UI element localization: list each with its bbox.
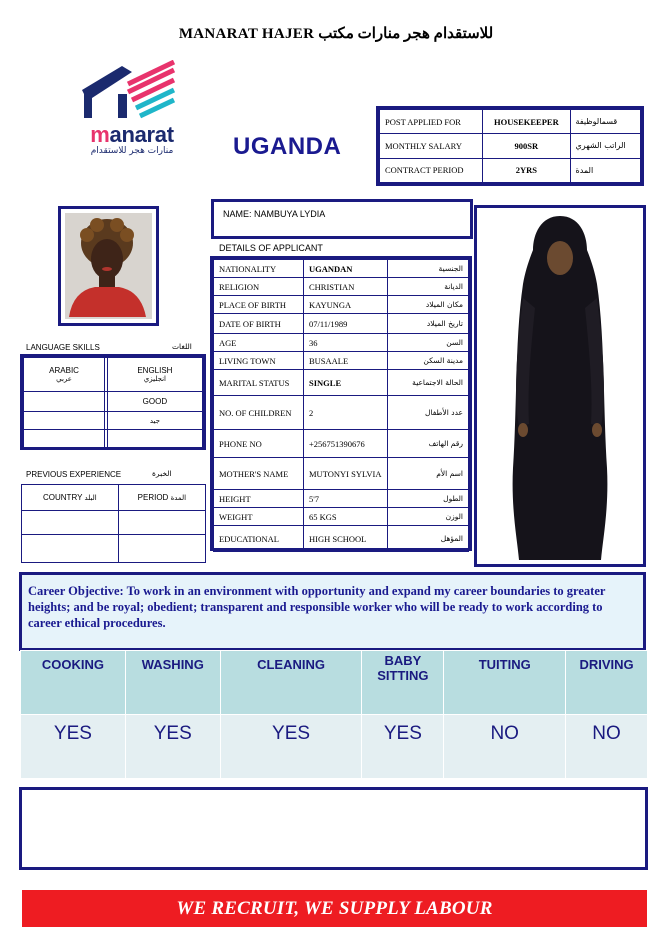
detail-value: 07/11/1989 bbox=[304, 314, 388, 334]
applicant-full-photo bbox=[474, 205, 646, 567]
footer-banner: WE RECRUIT, WE SUPPLY LABOUR bbox=[22, 890, 647, 927]
country-heading: UGANDA bbox=[233, 133, 342, 160]
logo-subtitle: منارات هجر للاستقدام bbox=[90, 146, 174, 156]
header-title: MANARAT HAJER للاستقدام هجر منارات مكتب bbox=[178, 26, 494, 42]
detail-label: LIVING TOWN bbox=[214, 352, 304, 370]
arabic-language-label: ARABIC عربي bbox=[24, 358, 105, 392]
detail-label-arabic: مدينة السكن bbox=[388, 352, 469, 370]
job-label: MONTHLY SALARY bbox=[380, 134, 483, 158]
empty-cell bbox=[24, 430, 105, 448]
detail-row bbox=[214, 260, 469, 278]
job-label-arabic: الراتب الشهري bbox=[570, 134, 640, 158]
detail-value: HIGH SCHOOL bbox=[304, 526, 388, 552]
detail-label: AGE bbox=[214, 334, 304, 352]
detail-value: 65 KGS bbox=[304, 508, 388, 526]
job-label: CONTRACT PERIOD bbox=[380, 158, 483, 182]
detail-label: RELIGION bbox=[214, 278, 304, 296]
empty-cell bbox=[22, 511, 119, 535]
career-objective: Career Objective: To work in an environment with opportunity and expand my career boundaries to greater heights; and be royal; obedient; transparent and responsible worker who will be ready to work according to career ethical procedures. bbox=[19, 572, 646, 651]
detail-value: +256751390676 bbox=[304, 430, 388, 458]
house-roof-icon bbox=[78, 60, 186, 122]
skill-name: COOKING bbox=[21, 651, 126, 715]
skill-value: YES bbox=[362, 715, 444, 779]
country-header: COUNTRY البلد bbox=[22, 485, 119, 511]
detail-label-arabic: السن bbox=[388, 334, 469, 352]
detail-label-arabic: الطول bbox=[388, 490, 469, 508]
detail-value: MUTONYI SYLVIA bbox=[304, 458, 388, 490]
detail-label: MARITAL STATUS bbox=[214, 370, 304, 396]
detail-label-arabic: عدد الأطفال bbox=[388, 396, 469, 430]
details-title: DETAILS OF APPLICANT bbox=[219, 243, 323, 253]
detail-label: MOTHER'S NAME bbox=[214, 458, 304, 490]
job-label-arabic: المدة bbox=[570, 158, 640, 182]
skill-name: BABY SITTING bbox=[362, 651, 444, 715]
detail-row bbox=[214, 458, 469, 490]
english-language-label: ENGLISH انجليزي bbox=[107, 358, 202, 392]
empty-cell bbox=[118, 511, 205, 535]
english-level: GOOD bbox=[107, 392, 202, 412]
skill-name: WASHING bbox=[125, 651, 220, 715]
portrait-image bbox=[65, 213, 152, 319]
job-value: 2YRS bbox=[483, 158, 570, 182]
logo-wordmark: manarat bbox=[90, 122, 174, 147]
english-level-arabic: جيد bbox=[107, 412, 202, 430]
job-label: POST APPLIED FOR bbox=[380, 110, 483, 134]
detail-row bbox=[214, 278, 469, 296]
detail-label: NATIONALITY bbox=[214, 260, 304, 278]
detail-row bbox=[214, 370, 469, 396]
skill-value: NO bbox=[566, 715, 648, 779]
applicant-name-box bbox=[211, 199, 473, 239]
empty-cell bbox=[24, 412, 105, 430]
detail-label-arabic: مكان الميلاد bbox=[388, 296, 469, 314]
detail-row bbox=[214, 430, 469, 458]
detail-row bbox=[214, 296, 469, 314]
detail-label-arabic: رقم الهاتف bbox=[388, 430, 469, 458]
job-row bbox=[380, 110, 641, 134]
detail-value: KAYUNGA bbox=[304, 296, 388, 314]
experience-title: PREVIOUS EXPERIENCE bbox=[26, 470, 122, 479]
detail-value: CHRISTIAN bbox=[304, 278, 388, 296]
job-row bbox=[380, 158, 641, 182]
job-info-table bbox=[376, 106, 644, 186]
period-header: PERIOD المدة bbox=[118, 485, 205, 511]
detail-label-arabic: الوزن bbox=[388, 508, 469, 526]
skills-table bbox=[20, 650, 648, 778]
detail-label: DATE OF BIRTH bbox=[214, 314, 304, 334]
detail-label: HEIGHT bbox=[214, 490, 304, 508]
skill-value: NO bbox=[444, 715, 566, 779]
full-body-image bbox=[477, 208, 643, 564]
experience-table bbox=[21, 484, 206, 562]
skill-value: YES bbox=[21, 715, 126, 779]
detail-label-arabic: المؤهل bbox=[388, 526, 469, 552]
detail-label-arabic: الجنسية bbox=[388, 260, 469, 278]
skill-name: DRIVING bbox=[566, 651, 648, 715]
detail-value: SINGLE bbox=[304, 370, 388, 396]
detail-value: 36 bbox=[304, 334, 388, 352]
empty-cell bbox=[22, 535, 119, 563]
detail-row bbox=[214, 490, 469, 508]
job-value: HOUSEKEEPER bbox=[483, 110, 570, 134]
job-label-arabic: قسمالوظيفة bbox=[570, 110, 640, 134]
experience-title-arabic: الخبرة bbox=[152, 469, 172, 478]
detail-label-arabic: اسم الأم bbox=[388, 458, 469, 490]
applicant-details-table bbox=[210, 256, 472, 551]
detail-row bbox=[214, 396, 469, 430]
empty-cell bbox=[107, 430, 202, 448]
detail-value: 2 bbox=[304, 396, 388, 430]
detail-label: EDUCATIONAL bbox=[214, 526, 304, 552]
detail-label-arabic: تاريخ الميلاد bbox=[388, 314, 469, 334]
name-label: NAME: bbox=[223, 209, 252, 219]
skill-value: YES bbox=[220, 715, 362, 779]
notes-box bbox=[19, 787, 648, 870]
skill-value: YES bbox=[125, 715, 220, 779]
detail-value: UGANDAN bbox=[304, 260, 388, 278]
applicant-portrait bbox=[58, 206, 159, 326]
detail-label: PHONE NO bbox=[214, 430, 304, 458]
job-value: 900SR bbox=[483, 134, 570, 158]
detail-label: WEIGHT bbox=[214, 508, 304, 526]
detail-label-arabic: الحالة الاجتماعية bbox=[388, 370, 469, 396]
detail-row bbox=[214, 314, 469, 334]
skill-name: CLEANING bbox=[220, 651, 362, 715]
detail-row bbox=[214, 352, 469, 370]
language-skills-table bbox=[20, 354, 206, 450]
skill-name: TUITING bbox=[444, 651, 566, 715]
language-skills-title-arabic: اللغات bbox=[172, 342, 192, 351]
detail-value: BUSAALE bbox=[304, 352, 388, 370]
applicant-name: NAMBUYA LYDIA bbox=[254, 209, 326, 219]
job-row bbox=[380, 134, 641, 158]
detail-row bbox=[214, 334, 469, 352]
detail-row bbox=[214, 508, 469, 526]
detail-value: 5'7 bbox=[304, 490, 388, 508]
detail-label: NO. OF CHILDREN bbox=[214, 396, 304, 430]
language-skills-title: LANGUAGE SKILLS bbox=[26, 343, 100, 352]
empty-cell bbox=[118, 535, 205, 563]
detail-row bbox=[214, 526, 469, 552]
empty-cell bbox=[24, 392, 105, 412]
detail-label-arabic: الديانة bbox=[388, 278, 469, 296]
detail-label: PLACE OF BIRTH bbox=[214, 296, 304, 314]
